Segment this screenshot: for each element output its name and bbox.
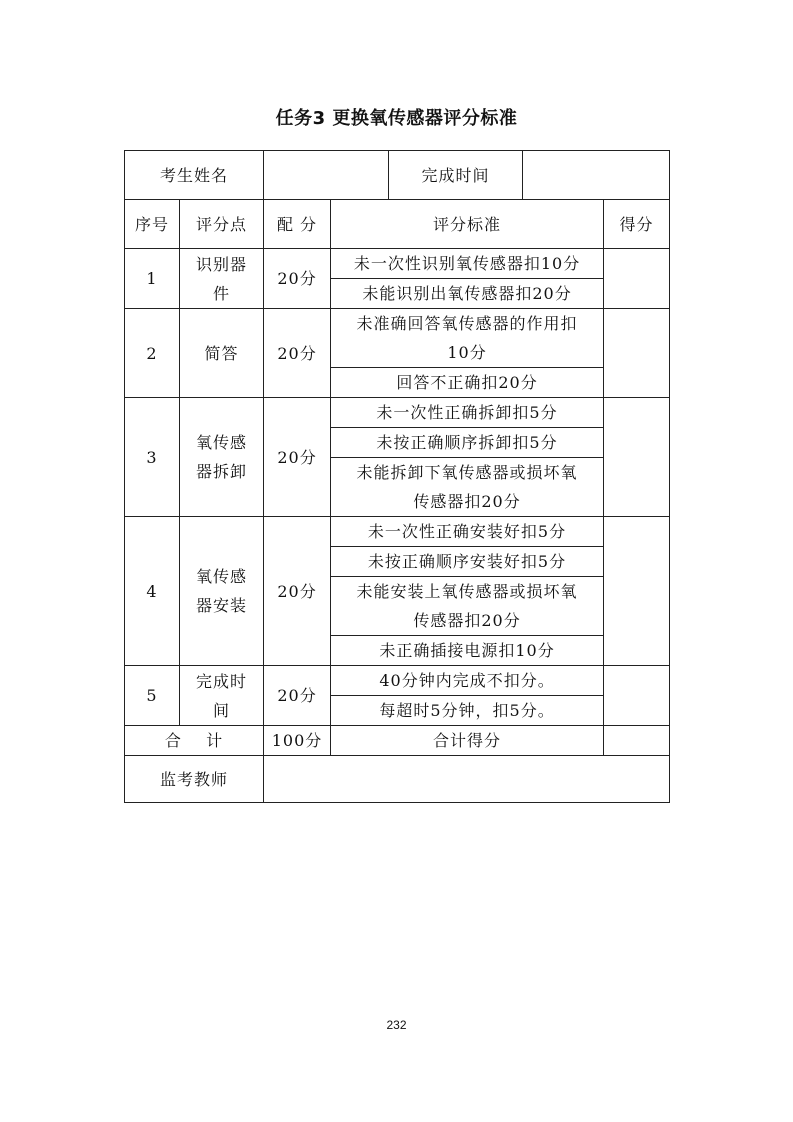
item-criterion	[331, 517, 604, 547]
item-scoring-point	[180, 398, 264, 517]
supervisor-field[interactable]	[264, 756, 670, 803]
item-criterion	[331, 249, 604, 279]
page-number: 232	[386, 1018, 407, 1032]
item-scoring-point	[180, 249, 264, 309]
item-scoring-point	[180, 309, 264, 398]
total-row	[125, 726, 670, 756]
supervisor-label: 监考教师	[125, 756, 264, 803]
text-line: 氧传感	[196, 567, 248, 586]
text-line: 未能识别出氧传感器扣20分	[362, 284, 572, 303]
item-criterion	[331, 428, 604, 458]
text-line: 40分钟内完成不扣分。	[379, 671, 555, 690]
item-criterion	[331, 577, 604, 636]
item-seq: 1	[125, 249, 180, 309]
item-scoring-point	[180, 666, 264, 726]
item-points: 20分	[264, 666, 331, 726]
text-line: 件	[213, 283, 231, 303]
text-line: 回答不正确扣20分	[396, 373, 538, 392]
item-criterion	[331, 398, 604, 428]
item-seq: 4	[125, 517, 180, 666]
item-points: 20分	[264, 249, 331, 309]
header-criteria: 评分标准	[331, 200, 604, 249]
text-line: 10分	[447, 343, 487, 362]
text-line: 传感器扣20分	[413, 492, 521, 511]
text-line: 未正确插接电源扣10分	[379, 641, 555, 660]
text-line: 未一次性识别氧传感器扣10分	[353, 254, 581, 273]
text-line: 每超时5分钟，扣5分。	[379, 701, 555, 720]
item-row	[125, 666, 670, 696]
text-line: 间	[213, 700, 231, 720]
item-criterion	[331, 279, 604, 309]
item-score-cell[interactable]	[604, 249, 670, 309]
text-line: 未能拆卸下氧传感器或损坏氧	[356, 463, 578, 482]
header-score: 得分	[604, 200, 670, 249]
item-criterion	[331, 368, 604, 398]
item-criterion	[331, 547, 604, 577]
total-score-cell[interactable]	[604, 726, 670, 756]
item-score-cell[interactable]	[604, 398, 670, 517]
item-criterion	[331, 458, 604, 517]
text-line: 氧传感	[196, 433, 248, 452]
item-row	[125, 309, 670, 368]
info-row	[125, 151, 670, 200]
completion-time-label: 完成时间	[389, 151, 523, 200]
text-line: 未一次性正确拆卸扣5分	[376, 403, 558, 422]
examinee-name-label: 考生姓名	[125, 151, 264, 200]
completion-time-field[interactable]	[523, 151, 670, 200]
text-line: 识别器	[196, 254, 248, 274]
header-point: 评分点	[180, 200, 264, 249]
examinee-name-field[interactable]	[264, 151, 389, 200]
item-row	[125, 249, 670, 279]
total-label: 合 计	[125, 726, 264, 756]
text-line: 未准确回答氧传感器的作用扣	[356, 314, 578, 333]
item-seq: 5	[125, 666, 180, 726]
item-row	[125, 398, 670, 428]
text-line: 器安装	[196, 596, 248, 615]
total-points: 100分	[264, 726, 331, 756]
item-points: 20分	[264, 309, 331, 398]
page-title: 任务3 更换氧传感器评分标准	[275, 108, 518, 129]
item-criterion	[331, 636, 604, 666]
text-line: 未按正确顺序安装好扣5分	[367, 552, 567, 571]
text-line: 未一次性正确安装好扣5分	[367, 522, 567, 541]
item-criterion	[331, 666, 604, 696]
text-line: 传感器扣20分	[413, 611, 521, 630]
header-seq: 序号	[125, 200, 180, 249]
text-line: 简答	[204, 343, 239, 363]
header-points: 配 分	[264, 200, 331, 249]
item-score-cell[interactable]	[604, 309, 670, 398]
item-score-cell[interactable]	[604, 666, 670, 726]
item-criterion	[331, 696, 604, 726]
item-scoring-point	[180, 517, 264, 666]
item-seq: 2	[125, 309, 180, 398]
text-line: 未能安装上氧传感器或损坏氧	[356, 582, 578, 601]
header-row	[125, 200, 670, 249]
total-criteria: 合计得分	[331, 726, 604, 756]
item-points: 20分	[264, 398, 331, 517]
text-line: 完成时	[196, 671, 248, 691]
item-points: 20分	[264, 517, 331, 666]
item-score-cell[interactable]	[604, 517, 670, 666]
item-seq: 3	[125, 398, 180, 517]
text-line: 器拆卸	[196, 462, 248, 481]
scoring-table	[124, 150, 670, 803]
text-line: 未按正确顺序拆卸扣5分	[376, 433, 558, 452]
supervisor-row	[125, 756, 670, 803]
item-criterion	[331, 309, 604, 368]
item-row	[125, 517, 670, 547]
